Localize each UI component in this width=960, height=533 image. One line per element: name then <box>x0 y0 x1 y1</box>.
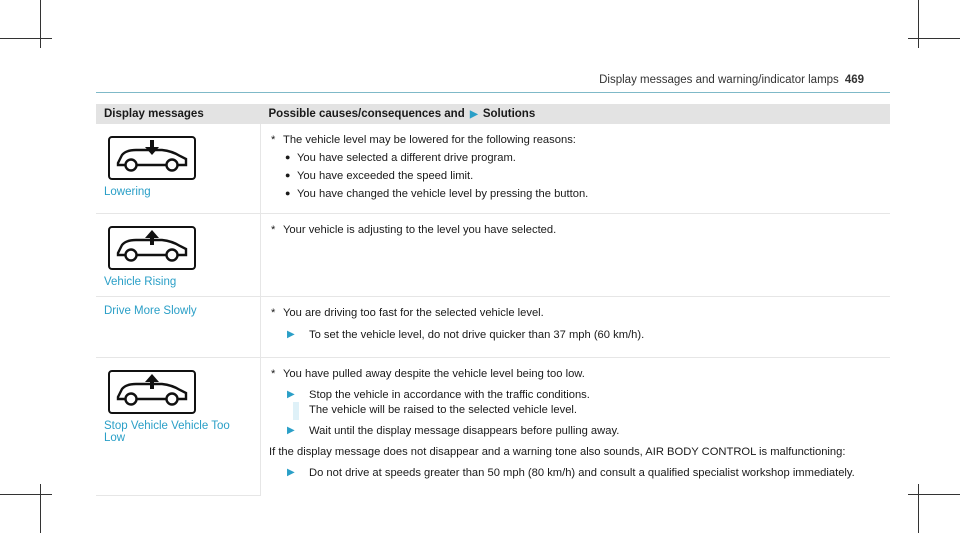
cause-text: * You have pulled away despite the vehicle level being too low. <box>269 367 882 382</box>
display-messages-table <box>96 104 890 496</box>
car-rising-icon <box>108 370 196 414</box>
arrow-icon: ▶ <box>287 328 295 340</box>
message-cell <box>96 297 261 357</box>
crop-mark <box>40 0 41 48</box>
table-row <box>96 297 890 357</box>
arrow-icon: ▶ <box>287 388 295 400</box>
highlight-bar <box>293 402 299 420</box>
arrow-icon: ▶ <box>469 109 478 120</box>
bullet-icon: ● <box>285 152 291 163</box>
crop-mark <box>0 38 52 39</box>
solution-step: ▶ Wait until the display message disappears before pulling away. <box>287 424 620 437</box>
message-cell <box>96 357 261 495</box>
crop-mark <box>918 0 919 48</box>
cause-cell <box>261 124 891 214</box>
table-header-row <box>96 104 890 124</box>
table-row <box>96 124 890 214</box>
message-cell <box>96 124 261 214</box>
cause-text: * You are driving too fast for the selected vehicle level. <box>269 306 882 321</box>
list-item: ● You have selected a different drive program. <box>285 152 516 165</box>
cause-text: * Your vehicle is adjusting to the level you have selected. <box>269 223 882 238</box>
crop-mark <box>908 494 960 495</box>
car-rising-icon <box>108 226 196 270</box>
crop-mark <box>40 484 41 533</box>
crop-mark <box>918 484 919 533</box>
asterisk-icon: * <box>271 224 276 237</box>
cause-text: * The vehicle level may be lowered for the following reasons: <box>269 133 882 148</box>
asterisk-icon: * <box>271 367 276 380</box>
cause-cell <box>261 297 891 357</box>
col2-header <box>261 104 891 124</box>
page-number: 469 <box>844 74 864 86</box>
col1-header: Display messages <box>96 104 261 124</box>
asterisk-icon: * <box>271 134 276 146</box>
car-lowering-icon <box>108 136 196 180</box>
message-label: Stop Vehicle Vehicle Too Low <box>104 419 230 444</box>
bullet-icon: ● <box>285 188 291 199</box>
cause-cell <box>261 214 891 297</box>
message-label: Drive More Slowly <box>104 305 197 318</box>
running-title: Display messages and warning/indicator lamps <box>599 74 839 86</box>
solution-step: ▶ Stop the vehicle in accordance with the traffic conditions. The vehicle will be raised to the selected vehicle level. <box>269 388 882 418</box>
solution-step: ▶ Do not drive at speeds greater than 50 mph (80 km/h) and consult a qualified specialist workshop immediately. <box>287 467 855 480</box>
note-text: If the display message does not disappear and a warning tone also sounds, AIR BODY CONTROL is malfunctioning: <box>269 446 846 459</box>
bullet-icon: ● <box>285 170 291 181</box>
list-item: ● You have changed the vehicle level by pressing the button. <box>285 188 589 201</box>
col2-header-prefix: Possible causes/consequences and <box>268 108 465 120</box>
crop-mark <box>908 38 960 39</box>
crop-mark <box>0 494 52 495</box>
col2-header-suffix: Solutions <box>482 108 536 120</box>
table-row <box>96 357 890 495</box>
header-rule <box>96 92 890 93</box>
table-row <box>96 214 890 297</box>
solution-step: ▶ To set the vehicle level, do not drive quicker than 37 mph (60 km/h). <box>287 328 645 341</box>
arrow-icon: ▶ <box>287 424 295 436</box>
message-label: Vehicle Rising <box>104 276 177 289</box>
message-cell <box>96 214 261 297</box>
asterisk-icon: * <box>271 307 276 320</box>
message-label: Lowering <box>104 186 151 198</box>
list-item: ● You have exceeded the speed limit. <box>285 170 474 183</box>
cause-cell <box>261 357 891 495</box>
arrow-icon: ▶ <box>287 467 295 479</box>
running-head <box>599 74 864 86</box>
